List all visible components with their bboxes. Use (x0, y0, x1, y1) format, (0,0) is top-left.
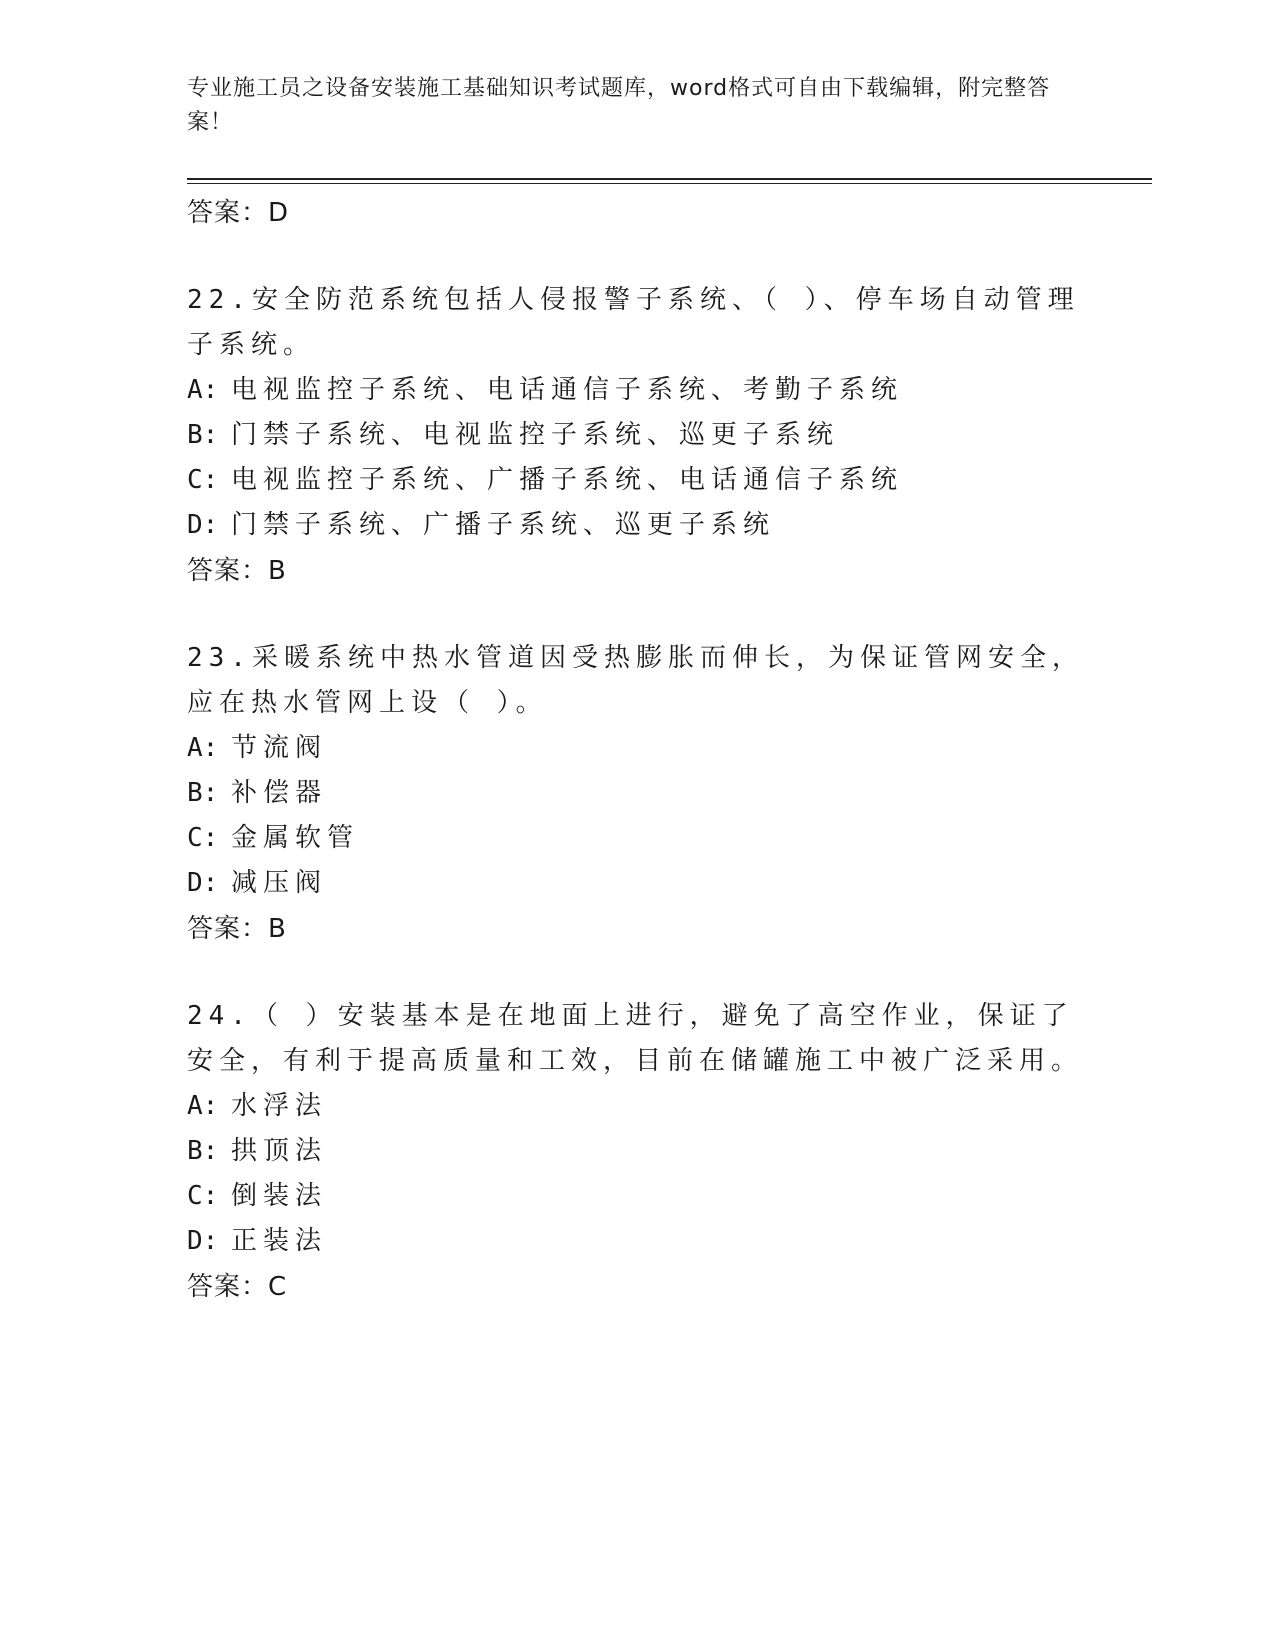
option-text: 水浮法 (231, 1091, 328, 1121)
question-stem: 22.安全防范系统包括人侵报警子系统、（ ）、停车场自动管理子系统。 (187, 285, 1080, 360)
option-b (187, 771, 1087, 816)
question-stem: 24.（ ）安装基本是在地面上进行，避免了高空作业，保证了安全，有利于提高质量和工效，目前在储罐施工中被广泛采用。 (187, 1001, 1084, 1076)
option-key: B: (187, 778, 219, 808)
option-a (187, 726, 1087, 771)
option-c (187, 816, 1087, 861)
page-header: 专业施工员之设备安装施工基础知识考试题库，word格式可自由下载编辑，附完整答案！ (187, 76, 1051, 135)
option-key: D: (187, 868, 219, 898)
option-text: 电视监控子系统、广播子系统、电话通信子系统 (231, 465, 904, 495)
option-a (187, 368, 1087, 413)
previous-answer: 答案：D (187, 198, 290, 228)
option-key: D: (187, 1226, 219, 1256)
option-key: C: (187, 1181, 219, 1211)
option-c (187, 1174, 1087, 1219)
option-text: 电视监控子系统、电话通信子系统、考勤子系统 (231, 375, 904, 405)
option-c (187, 458, 1087, 503)
option-b (187, 413, 1087, 458)
question-22 (187, 278, 1087, 594)
option-key: C: (187, 823, 219, 853)
answer-line: 答案：B (187, 556, 287, 586)
option-key: A: (187, 733, 219, 763)
option-d (187, 503, 1087, 548)
answer-line: 答案：B (187, 914, 287, 944)
option-d (187, 1219, 1087, 1264)
answer-line: 答案：C (187, 1272, 288, 1302)
option-text: 正装法 (231, 1226, 328, 1256)
question-23 (187, 636, 1087, 952)
option-text: 倒装法 (231, 1181, 328, 1211)
option-text: 金属软管 (231, 823, 360, 853)
option-text: 拱顶法 (231, 1136, 328, 1166)
option-key: B: (187, 1136, 219, 1166)
option-b (187, 1129, 1087, 1174)
option-d (187, 861, 1087, 906)
option-text: 补偿器 (231, 778, 328, 808)
option-key: A: (187, 1091, 219, 1121)
option-a (187, 1084, 1087, 1129)
option-key: A: (187, 375, 219, 405)
option-key: D: (187, 510, 219, 540)
option-text: 门禁子系统、电视监控子系统、巡更子系统 (231, 420, 840, 450)
header-rule-thin (187, 183, 1152, 184)
option-text: 门禁子系统、广播子系统、巡更子系统 (231, 510, 776, 540)
header-rule-thick (187, 178, 1152, 180)
question-stem: 23.采暖系统中热水管道因受热膨胀而伸长，为保证管网安全，应在热水管网上设（ ）。 (187, 643, 1084, 718)
option-key: C: (187, 465, 219, 495)
option-text: 减压阀 (231, 868, 328, 898)
option-key: B: (187, 420, 219, 450)
question-list (187, 190, 1087, 1352)
question-24 (187, 994, 1087, 1310)
option-text: 节流阀 (231, 733, 328, 763)
